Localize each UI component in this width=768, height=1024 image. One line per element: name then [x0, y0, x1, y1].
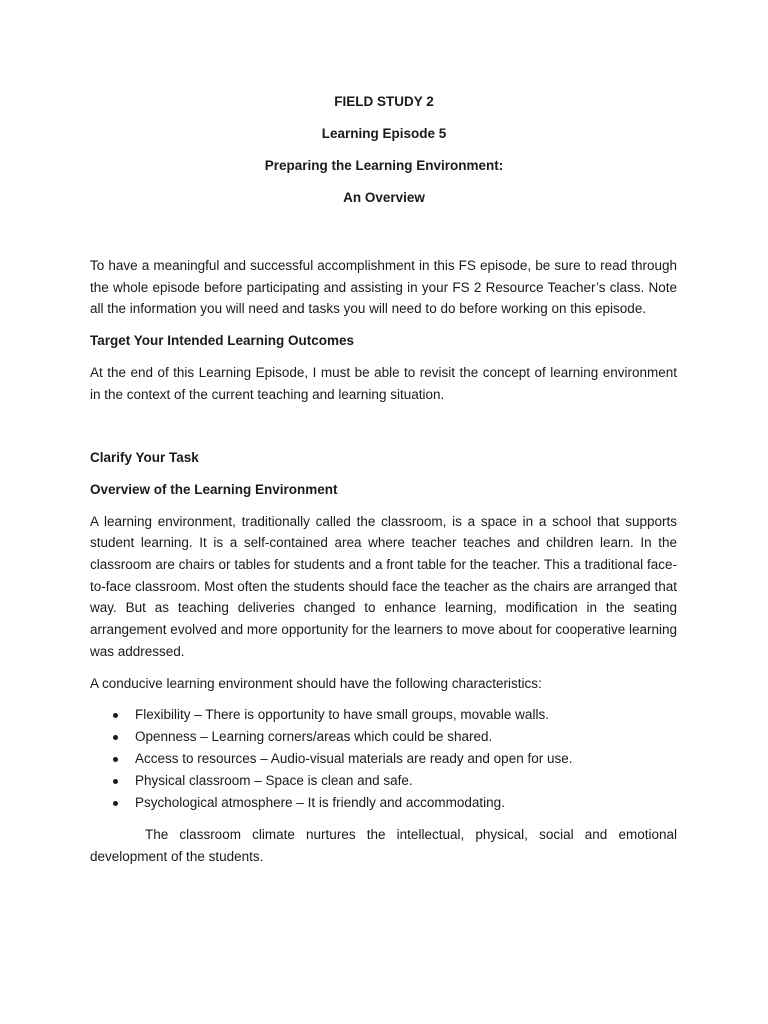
bullet-icon: [113, 801, 118, 806]
list-item: [90, 748, 677, 770]
topic-title-line-1: Preparing the Learning Environment:: [264, 158, 504, 173]
list-item-text: Psychological atmosphere – It is friendly and accommodating.: [135, 795, 505, 811]
bullet-icon: [113, 713, 118, 718]
list-item-text: Physical classroom – Space is clean and safe.: [135, 773, 413, 789]
topic-title-line-2: An Overview: [343, 190, 425, 205]
list-item-text: Flexibility – There is opportunity to have small groups, movable walls.: [135, 707, 549, 723]
list-item-text: Access to resources – Audio-visual materials are ready and open for use.: [135, 751, 573, 767]
document-title-block: [0, 94, 768, 222]
list-item: [90, 704, 677, 726]
section-spacer: [90, 415, 677, 447]
list-item: [90, 726, 677, 748]
task-heading: Clarify Your Task: [90, 450, 199, 466]
list-item-text: Openness – Learning corners/areas which could be shared.: [135, 729, 493, 745]
overview-paragraph: A learning environment, traditionally called the classroom, is a space in a school that supports student learning. It is a self-contained area where teacher teaches and children learn. In the classroom are chairs or tables for students and a front table for the teacher. This a traditional face-to-face classroom. Most often the students should face the teacher as the chairs are arranged that way. But as teaching deliveries changed to enhance learning, modification in the seating arrangement evolved and more opportunity for the learners to move about for cooperative learning was addressed.: [90, 513, 677, 659]
closing-paragraph: The classroom climate nurtures the intellectual, physical, social and emotional development of the students.: [90, 827, 677, 864]
outcomes-paragraph: At the end of this Learning Episode, I must be able to revisit the concept of learning environment in the context of the current teaching and learning situation.: [90, 364, 677, 402]
document-body: [90, 255, 677, 878]
course-title: FIELD STUDY 2: [334, 94, 434, 109]
characteristics-list: [90, 704, 677, 814]
list-item: [90, 792, 677, 814]
bullet-icon: [113, 757, 118, 762]
bullet-icon: [113, 779, 118, 784]
overview-subheading: Overview of the Learning Environment: [90, 481, 338, 497]
episode-title: Learning Episode 5: [321, 126, 447, 141]
intro-paragraph: To have a meaningful and successful accomplishment in this FS episode, be sure to read through the whole episode before participating and assisting in your FS 2 Resource Teacher’s class. Note all the information you will need and tasks you will need to do before working on this episode.: [90, 258, 677, 317]
outcomes-heading: Target Your Intended Learning Outcomes: [90, 333, 355, 349]
bullet-icon: [113, 735, 118, 740]
list-item: [90, 770, 677, 792]
characteristics-intro: A conducive learning environment should have the following characteristics:: [90, 675, 542, 691]
